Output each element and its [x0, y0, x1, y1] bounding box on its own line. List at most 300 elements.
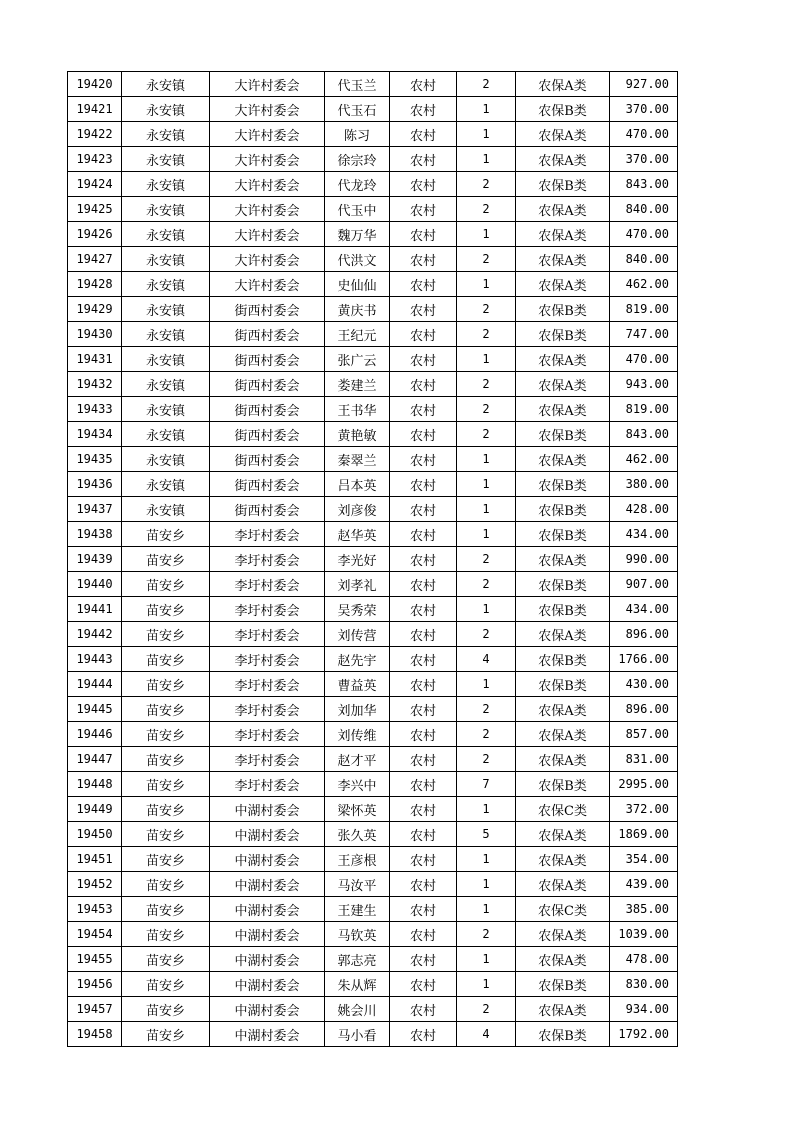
amount-cell: 428.00	[610, 497, 678, 522]
area-type-cell: 农村	[390, 922, 457, 947]
township-cell: 永安镇	[122, 397, 210, 422]
area-type-cell: 农村	[390, 722, 457, 747]
household-size-cell: 1	[457, 947, 516, 972]
household-size-cell: 2	[457, 372, 516, 397]
table-row	[68, 522, 678, 547]
insurance-category-cell: 农保A类	[516, 847, 610, 872]
record-id-cell: 19422	[68, 122, 122, 147]
resident-name-cell: 王彦根	[325, 847, 390, 872]
household-size-cell: 2	[457, 422, 516, 447]
insurance-category-cell: 农保B类	[516, 297, 610, 322]
area-type-cell: 农村	[390, 147, 457, 172]
table-row	[68, 372, 678, 397]
township-cell: 苗安乡	[122, 697, 210, 722]
township-cell: 苗安乡	[122, 772, 210, 797]
area-type-cell: 农村	[390, 322, 457, 347]
amount-cell: 470.00	[610, 222, 678, 247]
amount-cell: 896.00	[610, 697, 678, 722]
table-row	[68, 272, 678, 297]
record-id-cell: 19429	[68, 297, 122, 322]
resident-name-cell: 刘孝礼	[325, 572, 390, 597]
village-committee-cell: 李圩村委会	[210, 722, 325, 747]
household-size-cell: 1	[457, 347, 516, 372]
record-id-cell: 19435	[68, 447, 122, 472]
township-cell: 苗安乡	[122, 872, 210, 897]
township-cell: 苗安乡	[122, 547, 210, 572]
area-type-cell: 农村	[390, 747, 457, 772]
insurance-category-cell: 农保A类	[516, 747, 610, 772]
record-id-cell: 19443	[68, 647, 122, 672]
village-committee-cell: 大许村委会	[210, 247, 325, 272]
record-id-cell: 19454	[68, 922, 122, 947]
table-row	[68, 547, 678, 572]
table-row	[68, 797, 678, 822]
village-committee-cell: 大许村委会	[210, 97, 325, 122]
record-id-cell: 19425	[68, 197, 122, 222]
household-size-cell: 1	[457, 897, 516, 922]
insurance-category-cell: 农保A类	[516, 397, 610, 422]
insurance-category-cell: 农保A类	[516, 72, 610, 97]
amount-cell: 470.00	[610, 122, 678, 147]
table-row	[68, 147, 678, 172]
township-cell: 永安镇	[122, 297, 210, 322]
insurance-category-cell: 农保A类	[516, 272, 610, 297]
township-cell: 永安镇	[122, 472, 210, 497]
record-id-cell: 19434	[68, 422, 122, 447]
village-committee-cell: 李圩村委会	[210, 547, 325, 572]
insurance-category-cell: 农保B类	[516, 472, 610, 497]
resident-name-cell: 赵才平	[325, 747, 390, 772]
area-type-cell: 农村	[390, 297, 457, 322]
insurance-category-cell: 农保C类	[516, 797, 610, 822]
record-id-cell: 19423	[68, 147, 122, 172]
record-id-cell: 19437	[68, 497, 122, 522]
insurance-category-cell: 农保B类	[516, 647, 610, 672]
area-type-cell: 农村	[390, 897, 457, 922]
record-id-cell: 19457	[68, 997, 122, 1022]
household-size-cell: 1	[457, 797, 516, 822]
amount-cell: 831.00	[610, 747, 678, 772]
area-type-cell: 农村	[390, 647, 457, 672]
table-row	[68, 872, 678, 897]
insurance-category-cell: 农保A类	[516, 872, 610, 897]
township-cell: 苗安乡	[122, 522, 210, 547]
village-committee-cell: 街西村委会	[210, 372, 325, 397]
table-row	[68, 922, 678, 947]
amount-cell: 478.00	[610, 947, 678, 972]
village-committee-cell: 中湖村委会	[210, 947, 325, 972]
village-committee-cell: 街西村委会	[210, 422, 325, 447]
village-committee-cell: 街西村委会	[210, 297, 325, 322]
resident-name-cell: 张广云	[325, 347, 390, 372]
village-committee-cell: 李圩村委会	[210, 597, 325, 622]
township-cell: 苗安乡	[122, 972, 210, 997]
village-committee-cell: 大许村委会	[210, 122, 325, 147]
area-type-cell: 农村	[390, 522, 457, 547]
household-size-cell: 1	[457, 272, 516, 297]
record-id-cell: 19420	[68, 72, 122, 97]
table-row	[68, 897, 678, 922]
insurance-category-cell: 农保B类	[516, 672, 610, 697]
resident-name-cell: 黄庆书	[325, 297, 390, 322]
resident-name-cell: 马汝平	[325, 872, 390, 897]
amount-cell: 927.00	[610, 72, 678, 97]
amount-cell: 990.00	[610, 547, 678, 572]
record-id-cell: 19446	[68, 722, 122, 747]
record-id-cell: 19424	[68, 172, 122, 197]
household-size-cell: 1	[457, 122, 516, 147]
resident-name-cell: 刘传维	[325, 722, 390, 747]
table-row	[68, 297, 678, 322]
area-type-cell: 农村	[390, 947, 457, 972]
record-id-cell: 19444	[68, 672, 122, 697]
resident-name-cell: 王书华	[325, 397, 390, 422]
table-row	[68, 497, 678, 522]
resident-name-cell: 刘传营	[325, 622, 390, 647]
area-type-cell: 农村	[390, 222, 457, 247]
insurance-category-cell: 农保B类	[516, 422, 610, 447]
insurance-category-cell: 农保A类	[516, 697, 610, 722]
village-committee-cell: 大许村委会	[210, 197, 325, 222]
record-id-cell: 19421	[68, 97, 122, 122]
area-type-cell: 农村	[390, 247, 457, 272]
village-committee-cell: 李圩村委会	[210, 672, 325, 697]
resident-name-cell: 朱从辉	[325, 972, 390, 997]
insurance-category-cell: 农保A类	[516, 722, 610, 747]
table-row	[68, 997, 678, 1022]
amount-cell: 462.00	[610, 272, 678, 297]
resident-name-cell: 娄建兰	[325, 372, 390, 397]
record-id-cell: 19452	[68, 872, 122, 897]
insurance-category-cell: 农保A类	[516, 122, 610, 147]
area-type-cell: 农村	[390, 397, 457, 422]
resident-name-cell: 代洪文	[325, 247, 390, 272]
resident-name-cell: 郭志亮	[325, 947, 390, 972]
household-size-cell: 2	[457, 297, 516, 322]
amount-cell: 943.00	[610, 372, 678, 397]
table-row	[68, 697, 678, 722]
household-size-cell: 1	[457, 472, 516, 497]
insurance-category-cell: 农保B类	[516, 572, 610, 597]
area-type-cell: 农村	[390, 572, 457, 597]
household-size-cell: 1	[457, 872, 516, 897]
village-committee-cell: 街西村委会	[210, 447, 325, 472]
resident-name-cell: 史仙仙	[325, 272, 390, 297]
household-size-cell: 2	[457, 72, 516, 97]
resident-name-cell: 魏万华	[325, 222, 390, 247]
amount-cell: 934.00	[610, 997, 678, 1022]
resident-name-cell: 姚会川	[325, 997, 390, 1022]
record-id-cell: 19439	[68, 547, 122, 572]
village-committee-cell: 街西村委会	[210, 322, 325, 347]
township-cell: 苗安乡	[122, 1022, 210, 1047]
insurance-category-cell: 农保A类	[516, 622, 610, 647]
amount-cell: 840.00	[610, 197, 678, 222]
amount-cell: 370.00	[610, 147, 678, 172]
village-committee-cell: 大许村委会	[210, 272, 325, 297]
record-id-cell: 19430	[68, 322, 122, 347]
amount-cell: 385.00	[610, 897, 678, 922]
village-committee-cell: 中湖村委会	[210, 972, 325, 997]
amount-cell: 434.00	[610, 522, 678, 547]
household-size-cell: 2	[457, 922, 516, 947]
household-size-cell: 2	[457, 547, 516, 572]
record-id-cell: 19450	[68, 822, 122, 847]
township-cell: 永安镇	[122, 347, 210, 372]
area-type-cell: 农村	[390, 972, 457, 997]
area-type-cell: 农村	[390, 772, 457, 797]
household-size-cell: 4	[457, 1022, 516, 1047]
area-type-cell: 农村	[390, 1022, 457, 1047]
amount-cell: 907.00	[610, 572, 678, 597]
amount-cell: 747.00	[610, 322, 678, 347]
amount-cell: 819.00	[610, 397, 678, 422]
table-row	[68, 672, 678, 697]
area-type-cell: 农村	[390, 822, 457, 847]
table-row	[68, 722, 678, 747]
amount-cell: 2995.00	[610, 772, 678, 797]
resident-name-cell: 李光好	[325, 547, 390, 572]
record-id-cell: 19428	[68, 272, 122, 297]
record-id-cell: 19455	[68, 947, 122, 972]
resident-name-cell: 张久英	[325, 822, 390, 847]
amount-cell: 840.00	[610, 247, 678, 272]
township-cell: 苗安乡	[122, 572, 210, 597]
village-committee-cell: 中湖村委会	[210, 797, 325, 822]
household-size-cell: 2	[457, 622, 516, 647]
township-cell: 苗安乡	[122, 847, 210, 872]
table-row	[68, 622, 678, 647]
table-row	[68, 422, 678, 447]
amount-cell: 354.00	[610, 847, 678, 872]
record-id-cell: 19447	[68, 747, 122, 772]
record-id-cell: 19440	[68, 572, 122, 597]
area-type-cell: 农村	[390, 547, 457, 572]
amount-cell: 462.00	[610, 447, 678, 472]
village-committee-cell: 中湖村委会	[210, 922, 325, 947]
amount-cell: 380.00	[610, 472, 678, 497]
resident-name-cell: 黄艳敏	[325, 422, 390, 447]
amount-cell: 843.00	[610, 172, 678, 197]
insurance-category-cell: 农保B类	[516, 497, 610, 522]
household-size-cell: 4	[457, 647, 516, 672]
amount-cell: 830.00	[610, 972, 678, 997]
table-row	[68, 597, 678, 622]
amount-cell: 1869.00	[610, 822, 678, 847]
insurance-category-cell: 农保B类	[516, 322, 610, 347]
record-id-cell: 19438	[68, 522, 122, 547]
household-size-cell: 1	[457, 847, 516, 872]
household-size-cell: 1	[457, 97, 516, 122]
household-size-cell: 7	[457, 772, 516, 797]
table-row	[68, 97, 678, 122]
table-row	[68, 347, 678, 372]
resident-name-cell: 李兴中	[325, 772, 390, 797]
household-size-cell: 1	[457, 972, 516, 997]
area-type-cell: 农村	[390, 797, 457, 822]
area-type-cell: 农村	[390, 122, 457, 147]
township-cell: 永安镇	[122, 122, 210, 147]
township-cell: 永安镇	[122, 497, 210, 522]
record-id-cell: 19451	[68, 847, 122, 872]
insurance-category-cell: 农保B类	[516, 1022, 610, 1047]
resident-name-cell: 刘彦俊	[325, 497, 390, 522]
area-type-cell: 农村	[390, 422, 457, 447]
amount-cell: 434.00	[610, 597, 678, 622]
record-id-cell: 19445	[68, 697, 122, 722]
resident-name-cell: 代玉兰	[325, 72, 390, 97]
resident-name-cell: 徐宗玲	[325, 147, 390, 172]
area-type-cell: 农村	[390, 622, 457, 647]
table-row	[68, 172, 678, 197]
area-type-cell: 农村	[390, 997, 457, 1022]
household-size-cell: 1	[457, 447, 516, 472]
village-committee-cell: 大许村委会	[210, 147, 325, 172]
resident-name-cell: 马小看	[325, 1022, 390, 1047]
household-size-cell: 2	[457, 397, 516, 422]
township-cell: 苗安乡	[122, 622, 210, 647]
household-size-cell: 1	[457, 147, 516, 172]
township-cell: 苗安乡	[122, 722, 210, 747]
resident-name-cell: 赵先宇	[325, 647, 390, 672]
resident-name-cell: 刘加华	[325, 697, 390, 722]
village-committee-cell: 中湖村委会	[210, 997, 325, 1022]
township-cell: 苗安乡	[122, 797, 210, 822]
area-type-cell: 农村	[390, 597, 457, 622]
record-id-cell: 19433	[68, 397, 122, 422]
table-row	[68, 122, 678, 147]
record-id-cell: 19426	[68, 222, 122, 247]
township-cell: 永安镇	[122, 147, 210, 172]
table-row	[68, 747, 678, 772]
village-committee-cell: 街西村委会	[210, 497, 325, 522]
area-type-cell: 农村	[390, 847, 457, 872]
household-size-cell: 2	[457, 197, 516, 222]
insurance-category-cell: 农保A类	[516, 372, 610, 397]
resident-name-cell: 马钦英	[325, 922, 390, 947]
village-committee-cell: 中湖村委会	[210, 872, 325, 897]
table-row	[68, 1022, 678, 1047]
household-size-cell: 1	[457, 222, 516, 247]
area-type-cell: 农村	[390, 672, 457, 697]
record-id-cell: 19436	[68, 472, 122, 497]
resident-name-cell: 吴秀荣	[325, 597, 390, 622]
insurance-category-cell: 农保A类	[516, 347, 610, 372]
records-body	[68, 72, 678, 1047]
insurance-category-cell: 农保A类	[516, 997, 610, 1022]
record-id-cell: 19431	[68, 347, 122, 372]
household-size-cell: 2	[457, 747, 516, 772]
area-type-cell: 农村	[390, 272, 457, 297]
record-id-cell: 19458	[68, 1022, 122, 1047]
table-row	[68, 197, 678, 222]
village-committee-cell: 街西村委会	[210, 472, 325, 497]
township-cell: 永安镇	[122, 97, 210, 122]
record-id-cell: 19453	[68, 897, 122, 922]
township-cell: 苗安乡	[122, 597, 210, 622]
household-size-cell: 2	[457, 722, 516, 747]
record-id-cell: 19449	[68, 797, 122, 822]
insurance-category-cell: 农保B类	[516, 522, 610, 547]
area-type-cell: 农村	[390, 497, 457, 522]
resident-name-cell: 吕本英	[325, 472, 390, 497]
insurance-category-cell: 农保B类	[516, 597, 610, 622]
village-committee-cell: 中湖村委会	[210, 897, 325, 922]
resident-name-cell: 王纪元	[325, 322, 390, 347]
amount-cell: 372.00	[610, 797, 678, 822]
record-id-cell: 19448	[68, 772, 122, 797]
area-type-cell: 农村	[390, 472, 457, 497]
household-size-cell: 5	[457, 822, 516, 847]
township-cell: 苗安乡	[122, 647, 210, 672]
amount-cell: 370.00	[610, 97, 678, 122]
table-row	[68, 322, 678, 347]
area-type-cell: 农村	[390, 697, 457, 722]
township-cell: 永安镇	[122, 372, 210, 397]
insurance-category-cell: 农保B类	[516, 97, 610, 122]
resident-name-cell: 代龙玲	[325, 172, 390, 197]
township-cell: 永安镇	[122, 422, 210, 447]
table-row	[68, 247, 678, 272]
table-row	[68, 772, 678, 797]
resident-name-cell: 赵华英	[325, 522, 390, 547]
area-type-cell: 农村	[390, 447, 457, 472]
amount-cell: 1039.00	[610, 922, 678, 947]
village-committee-cell: 李圩村委会	[210, 572, 325, 597]
insurance-category-cell: 农保A类	[516, 822, 610, 847]
township-cell: 永安镇	[122, 72, 210, 97]
village-committee-cell: 大许村委会	[210, 72, 325, 97]
village-committee-cell: 中湖村委会	[210, 847, 325, 872]
area-type-cell: 农村	[390, 97, 457, 122]
resident-name-cell: 梁怀英	[325, 797, 390, 822]
household-size-cell: 2	[457, 697, 516, 722]
area-type-cell: 农村	[390, 72, 457, 97]
amount-cell: 439.00	[610, 872, 678, 897]
township-cell: 永安镇	[122, 172, 210, 197]
township-cell: 永安镇	[122, 447, 210, 472]
insurance-category-cell: 农保C类	[516, 897, 610, 922]
village-committee-cell: 李圩村委会	[210, 647, 325, 672]
township-cell: 苗安乡	[122, 947, 210, 972]
village-committee-cell: 李圩村委会	[210, 772, 325, 797]
table-row	[68, 947, 678, 972]
area-type-cell: 农村	[390, 197, 457, 222]
table-row	[68, 822, 678, 847]
amount-cell: 1766.00	[610, 647, 678, 672]
resident-name-cell: 王建生	[325, 897, 390, 922]
township-cell: 永安镇	[122, 197, 210, 222]
area-type-cell: 农村	[390, 872, 457, 897]
area-type-cell: 农村	[390, 347, 457, 372]
village-committee-cell: 李圩村委会	[210, 622, 325, 647]
insurance-category-cell: 农保A类	[516, 447, 610, 472]
village-committee-cell: 李圩村委会	[210, 697, 325, 722]
household-size-cell: 1	[457, 672, 516, 697]
insurance-category-cell: 农保B类	[516, 972, 610, 997]
household-size-cell: 2	[457, 172, 516, 197]
area-type-cell: 农村	[390, 172, 457, 197]
village-committee-cell: 李圩村委会	[210, 522, 325, 547]
village-committee-cell: 李圩村委会	[210, 747, 325, 772]
insurance-category-cell: 农保A类	[516, 147, 610, 172]
insurance-category-cell: 农保A类	[516, 947, 610, 972]
township-cell: 永安镇	[122, 222, 210, 247]
resident-name-cell: 代玉石	[325, 97, 390, 122]
amount-cell: 1792.00	[610, 1022, 678, 1047]
record-id-cell: 19432	[68, 372, 122, 397]
township-cell: 苗安乡	[122, 822, 210, 847]
